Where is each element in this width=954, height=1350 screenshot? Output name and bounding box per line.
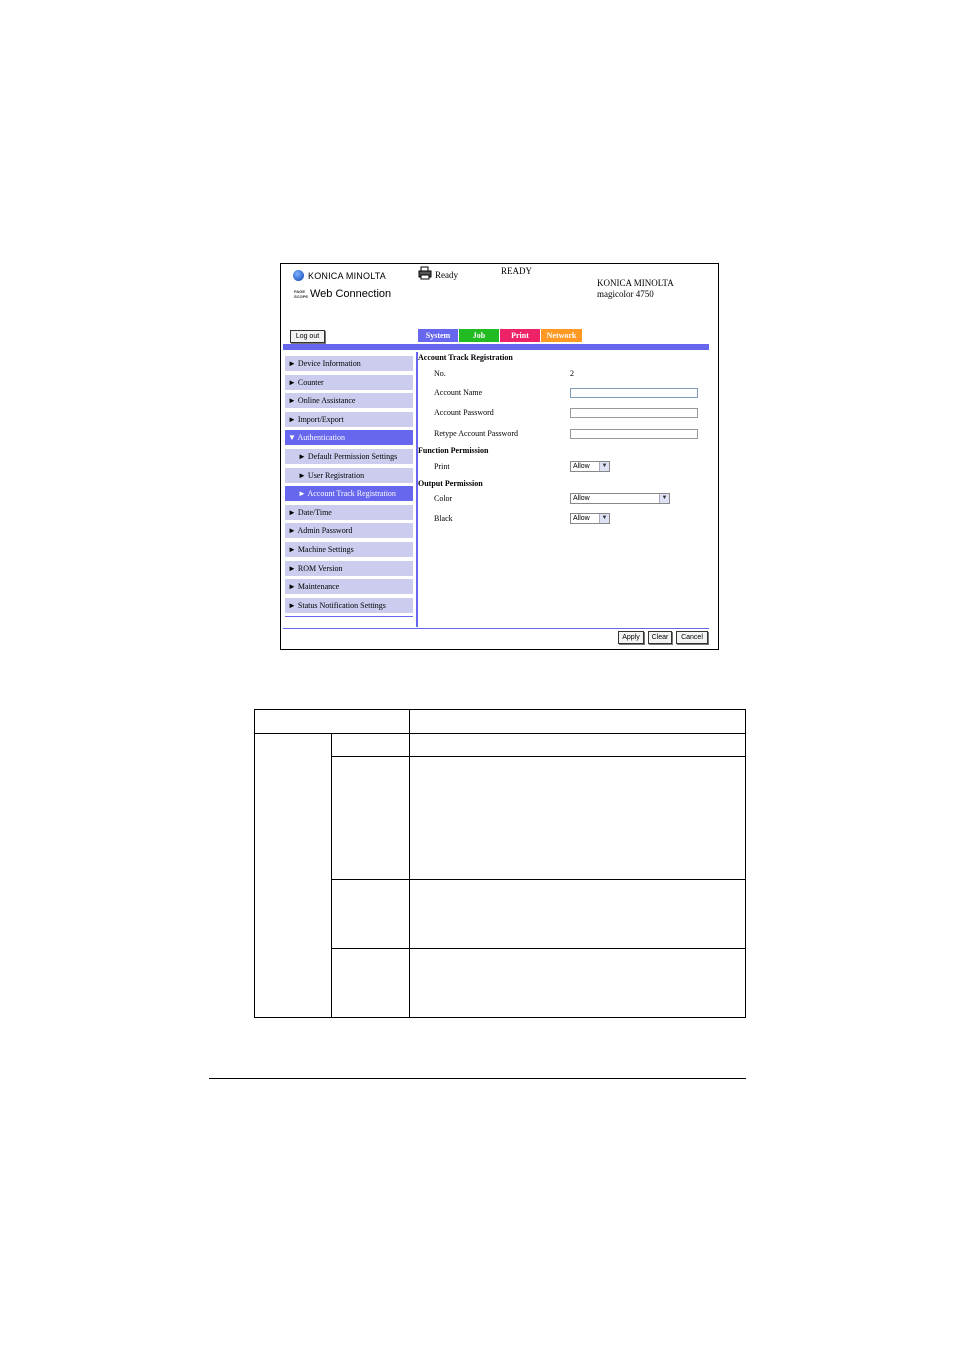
apply-button[interactable]: Apply bbox=[618, 631, 644, 644]
logout-button[interactable]: Log out bbox=[290, 330, 325, 343]
sidebar-item-maintenance[interactable]: ► Maintenance bbox=[285, 579, 413, 594]
sidebar-item-authentication[interactable]: ▼ Authentication bbox=[285, 430, 413, 445]
no-label: No. bbox=[434, 369, 446, 378]
sidebar-item-status-notification-settings[interactable]: ► Status Notification Settings bbox=[285, 598, 413, 613]
table-row-border bbox=[331, 879, 746, 880]
black-permission-select[interactable]: Allow ▼ bbox=[570, 513, 610, 524]
table-row-border bbox=[331, 948, 746, 949]
sidebar-bottom-line bbox=[285, 616, 413, 617]
color-label: Color bbox=[434, 494, 453, 503]
table-row-border bbox=[331, 756, 746, 757]
sidebar-divider bbox=[416, 352, 418, 627]
sidebar-item-rom-version[interactable]: ► ROM Version bbox=[285, 561, 413, 576]
sidebar-item-import-export[interactable]: ► Import/Export bbox=[285, 412, 413, 427]
tab-print[interactable]: Print bbox=[500, 329, 540, 342]
form-title: Account Track Registration bbox=[418, 353, 513, 362]
table-left-border bbox=[254, 709, 255, 1018]
clear-button[interactable]: Clear bbox=[648, 631, 672, 644]
printer-status-text: Ready bbox=[435, 270, 458, 280]
sidebar-item-default-permission-settings[interactable]: ► Default Permission Settings bbox=[285, 449, 413, 464]
footer-divider bbox=[283, 628, 709, 629]
account-password-input[interactable] bbox=[570, 408, 698, 418]
function-permission-heading: Function Permission bbox=[418, 446, 489, 455]
pagescope-icon: PAGE SCOPE bbox=[294, 288, 309, 299]
print-label: Print bbox=[434, 462, 450, 471]
output-permission-heading: Output Permission bbox=[418, 479, 483, 488]
konica-minolta-globe-icon bbox=[293, 270, 304, 281]
panel-status-text: READY bbox=[501, 266, 532, 276]
print-permission-select[interactable]: Allow ▼ bbox=[570, 461, 610, 472]
sidebar-item-user-registration[interactable]: ► User Registration bbox=[285, 468, 413, 483]
web-connection-logo: PAGE SCOPE Web Connection bbox=[294, 288, 392, 300]
table-column-border bbox=[331, 733, 332, 1018]
device-maker: KONICA MINOLTA bbox=[597, 278, 674, 288]
chevron-down-icon: ▼ bbox=[659, 494, 669, 503]
tab-network[interactable]: Network bbox=[541, 329, 582, 342]
account-name-input[interactable] bbox=[570, 388, 698, 398]
device-info bbox=[597, 278, 674, 300]
retype-password-input[interactable] bbox=[570, 429, 698, 439]
chevron-down-icon: ▼ bbox=[599, 462, 609, 471]
page-footer-rule bbox=[209, 1078, 746, 1079]
cancel-button[interactable]: Cancel bbox=[676, 631, 708, 644]
sidebar-item-date-time[interactable]: ► Date/Time bbox=[285, 505, 413, 520]
printer-status-icon bbox=[418, 266, 432, 280]
web-connection-screenshot bbox=[280, 263, 719, 650]
table-header-border bbox=[254, 733, 746, 734]
black-label: Black bbox=[434, 514, 453, 523]
device-model: magicolor 4750 bbox=[597, 289, 654, 299]
no-value: 2 bbox=[570, 369, 574, 378]
sidebar-item-admin-password[interactable]: ► Admin Password bbox=[285, 523, 413, 538]
table-top-border bbox=[254, 709, 746, 710]
color-permission-select[interactable]: Allow ▼ bbox=[570, 493, 670, 504]
table-right-border bbox=[745, 709, 746, 1018]
sidebar bbox=[285, 356, 413, 617]
sidebar-item-device-information[interactable]: ► Device Information bbox=[285, 356, 413, 371]
table-column-border bbox=[409, 709, 410, 1018]
sidebar-item-machine-settings[interactable]: ► Machine Settings bbox=[285, 542, 413, 557]
account-name-label: Account Name bbox=[434, 388, 483, 397]
konica-minolta-logo: KONICA MINOLTA bbox=[293, 270, 386, 281]
sidebar-item-counter[interactable]: ► Counter bbox=[285, 375, 413, 390]
chevron-down-icon: ▼ bbox=[599, 514, 609, 523]
table-bottom-border bbox=[254, 1017, 746, 1018]
tab-system[interactable]: System bbox=[418, 329, 458, 342]
sidebar-item-account-track-registration[interactable]: ► Account Track Registration bbox=[285, 486, 413, 501]
sidebar-item-online-assistance[interactable]: ► Online Assistance bbox=[285, 393, 413, 408]
header-divider-bar bbox=[283, 344, 709, 350]
retype-password-label: Retype Account Password bbox=[434, 429, 518, 438]
tab-job[interactable]: Job bbox=[459, 329, 499, 342]
account-password-label: Account Password bbox=[434, 408, 494, 417]
